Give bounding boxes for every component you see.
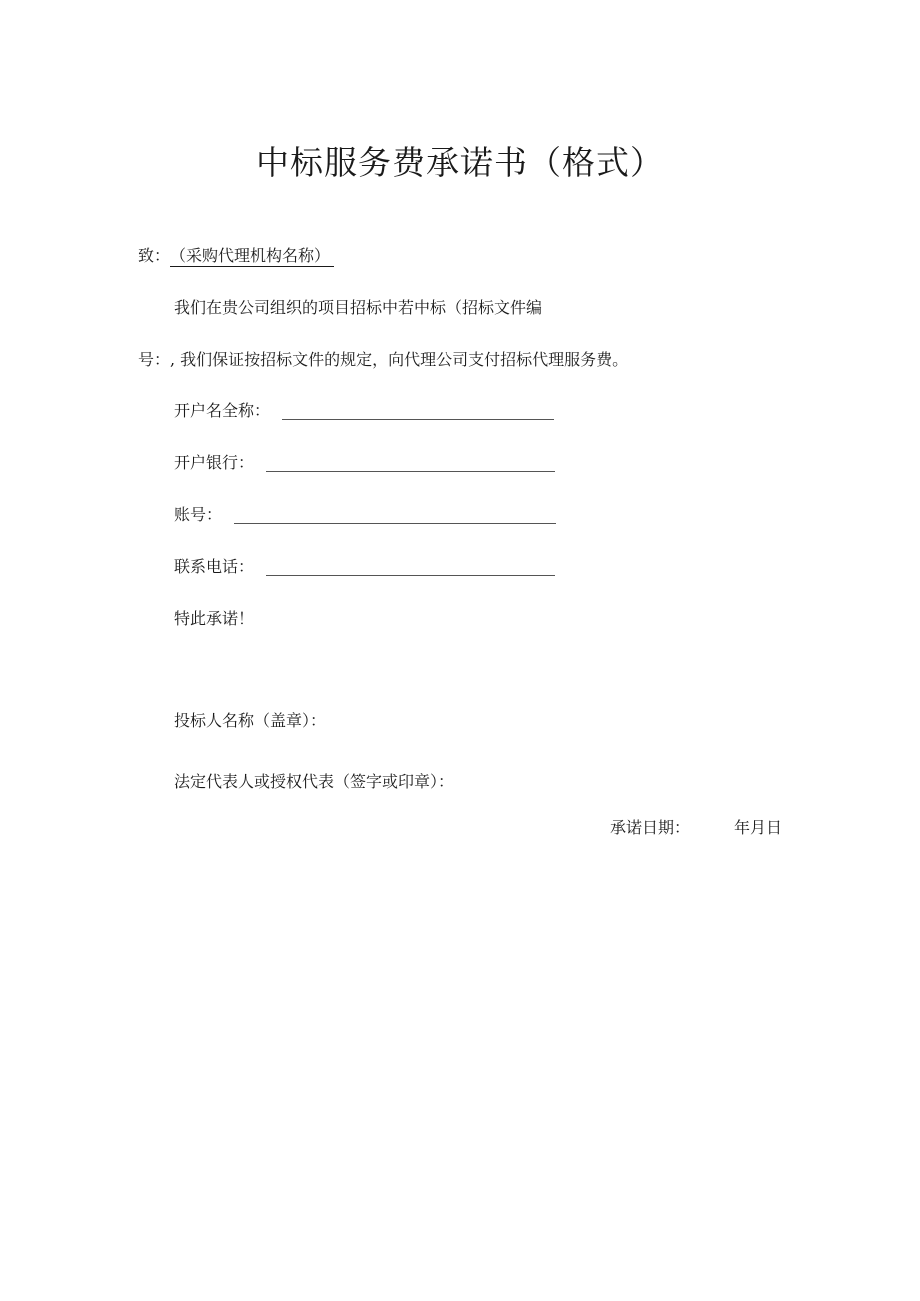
date-value: 年月日 — [733, 818, 782, 837]
bidder-name-label: 投标人名称（盖章）： — [174, 711, 327, 730]
date-label: 承诺日期： — [609, 818, 690, 837]
phone-field — [174, 556, 555, 578]
account-name-label: 开户名全称： — [174, 401, 271, 420]
bank-label: 开户银行： — [174, 453, 255, 472]
account-number-blank[interactable] — [234, 523, 556, 524]
addressee-line — [138, 245, 334, 267]
bank-blank[interactable] — [266, 471, 555, 472]
account-name-blank[interactable] — [282, 419, 554, 420]
phone-blank[interactable] — [266, 575, 555, 576]
commitment-date-line — [610, 817, 782, 839]
pledge-statement: 特此承诺！ — [174, 609, 255, 628]
phone-label: 联系电话： — [174, 557, 255, 576]
commitment-paragraph-line-2: 号：, 我们保证按招标文件的规定，向代理公司支付招标代理服务费。 — [138, 350, 629, 369]
document-title: 中标服务费承诺书（格式） — [256, 143, 664, 182]
addressee-label: 致： — [138, 246, 171, 265]
account-number-field — [174, 504, 556, 526]
account-name-field — [174, 400, 554, 422]
commitment-paragraph-line-1: 我们在贵公司组织的项目招标中若中标（招标文件编 — [174, 298, 543, 317]
addressee-name: （采购代理机构名称） — [170, 246, 334, 267]
account-number-label: 账号： — [174, 505, 223, 524]
legal-representative-label: 法定代表人或授权代表（签字或印章）： — [174, 772, 455, 791]
bank-field — [174, 452, 555, 474]
